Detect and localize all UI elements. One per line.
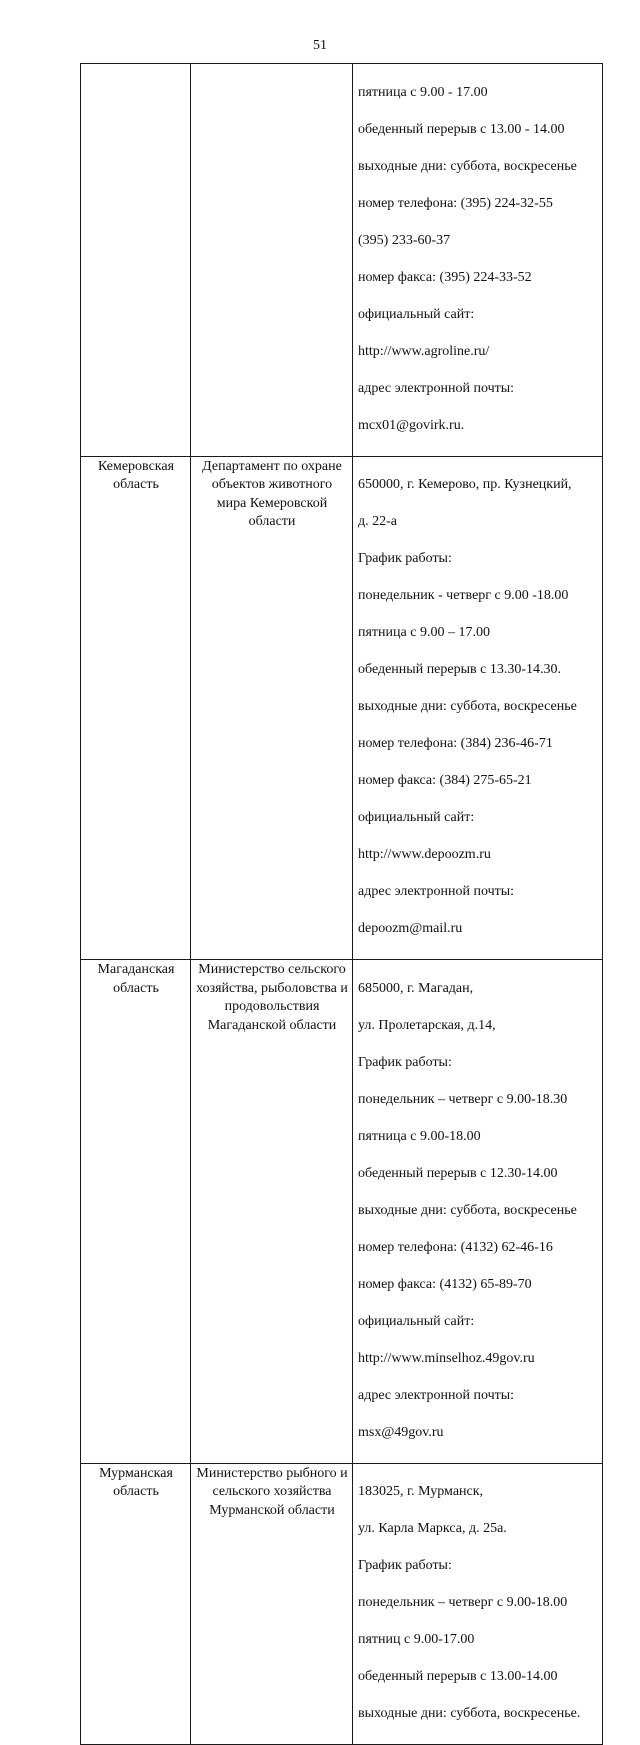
table-row xyxy=(81,1463,603,1745)
detail-line: ул. Карла Маркса, д. 25а. xyxy=(358,1521,507,1536)
detail-line: пятница с 9.00 - 17.00 xyxy=(358,84,488,100)
detail-line: официальный сайт: xyxy=(358,306,475,322)
detail-line: д. 22-а xyxy=(358,514,397,529)
agency-cell: Министерство сельского хозяйства, рыболовства и продовольствия Магаданской области xyxy=(191,960,353,1464)
detail-line: выходные дни: суббота, воскресенье xyxy=(358,699,577,714)
detail-line: номер телефона: (384) 236-46-71 xyxy=(358,736,553,751)
detail-line: График работы: xyxy=(358,1558,452,1573)
detail-line: обеденный перерыв с 13.00-14.00 xyxy=(358,1669,558,1684)
detail-line: пятница с 9.00-18.00 xyxy=(358,1128,481,1144)
detail-line: График работы: xyxy=(358,551,452,566)
page-number: 51 xyxy=(313,38,327,53)
region-cell: Магаданская область xyxy=(81,960,191,1464)
detail-line: официальный сайт: xyxy=(358,810,475,825)
detail-line: номер факса: (384) 275-65-21 xyxy=(358,773,532,788)
detail-line: ул. Пролетарская, д.14, xyxy=(358,1017,496,1033)
table-row xyxy=(81,960,603,1464)
contact-details-cell xyxy=(353,456,603,960)
detail-line: номер факса: (4132) 65-89-70 xyxy=(358,1276,532,1292)
detail-line: обеденный перерыв с 12.30-14.00 xyxy=(358,1165,558,1181)
region-cell: Мурманская область xyxy=(81,1463,191,1745)
table-row xyxy=(81,64,603,457)
detail-line: обеденный перерыв с 13.30-14.30. xyxy=(358,662,561,677)
detail-line: обеденный перерыв с 13.00 - 14.00 xyxy=(358,121,565,137)
detail-line: адрес электронной почты: xyxy=(358,380,515,396)
detail-line: официальный сайт: xyxy=(358,1313,475,1329)
agency-cell: Департамент по охране объектов животного мира Кемеровской области xyxy=(191,456,353,960)
region-cell: Кемеровская область xyxy=(81,456,191,960)
contacts-table xyxy=(80,63,603,1745)
detail-line: выходные дни: суббота, воскресенье. xyxy=(358,1706,581,1721)
detail-line: понедельник – четверг с 9.00-18.30 xyxy=(358,1091,568,1107)
contact-details-cell xyxy=(353,64,603,457)
detail-line: понедельник - четверг с 9.00 -18.00 xyxy=(358,588,569,603)
table-row xyxy=(81,456,603,960)
detail-line: http://www.minselhoz.49gov.ru xyxy=(358,1350,535,1366)
detail-line: выходные дни: суббота, воскресенье xyxy=(358,158,577,174)
detail-line: адрес электронной почты: xyxy=(358,884,515,899)
detail-line: 685000, г. Магадан, xyxy=(358,980,474,996)
region-cell xyxy=(81,64,191,457)
detail-line: (395) 233-60-37 xyxy=(358,232,451,248)
agency-cell: Министерство рыбного и сельского хозяйства Мурманской области xyxy=(191,1463,353,1745)
detail-line: номер телефона: (395) 224-32-55 xyxy=(358,195,553,211)
detail-line: depoozm@mail.ru xyxy=(358,921,463,936)
detail-line: График работы: xyxy=(358,1054,452,1070)
detail-line: пятниц с 9.00-17.00 xyxy=(358,1632,475,1647)
detail-line: пятница с 9.00 – 17.00 xyxy=(358,625,490,640)
detail-line: 183025, г. Мурманск, xyxy=(358,1484,484,1499)
detail-line: выходные дни: суббота, воскресенье xyxy=(358,1202,577,1218)
detail-line: понедельник – четверг с 9.00-18.00 xyxy=(358,1595,568,1610)
detail-line: адрес электронной почты: xyxy=(358,1387,515,1403)
detail-line: msx@49gov.ru xyxy=(358,1424,444,1440)
detail-line: номер телефона: (4132) 62-46-16 xyxy=(358,1239,553,1255)
detail-line: 650000, г. Кемерово, пр. Кузнецкий, xyxy=(358,477,572,492)
detail-line: mcx01@govirk.ru. xyxy=(358,417,465,433)
contact-details-cell xyxy=(353,960,603,1464)
detail-line: http://www.depoozm.ru xyxy=(358,847,491,862)
detail-line: http://www.agroline.ru/ xyxy=(358,343,490,359)
contact-details-cell xyxy=(353,1463,603,1745)
agency-cell xyxy=(191,64,353,457)
detail-line: номер факса: (395) 224-33-52 xyxy=(358,269,532,285)
